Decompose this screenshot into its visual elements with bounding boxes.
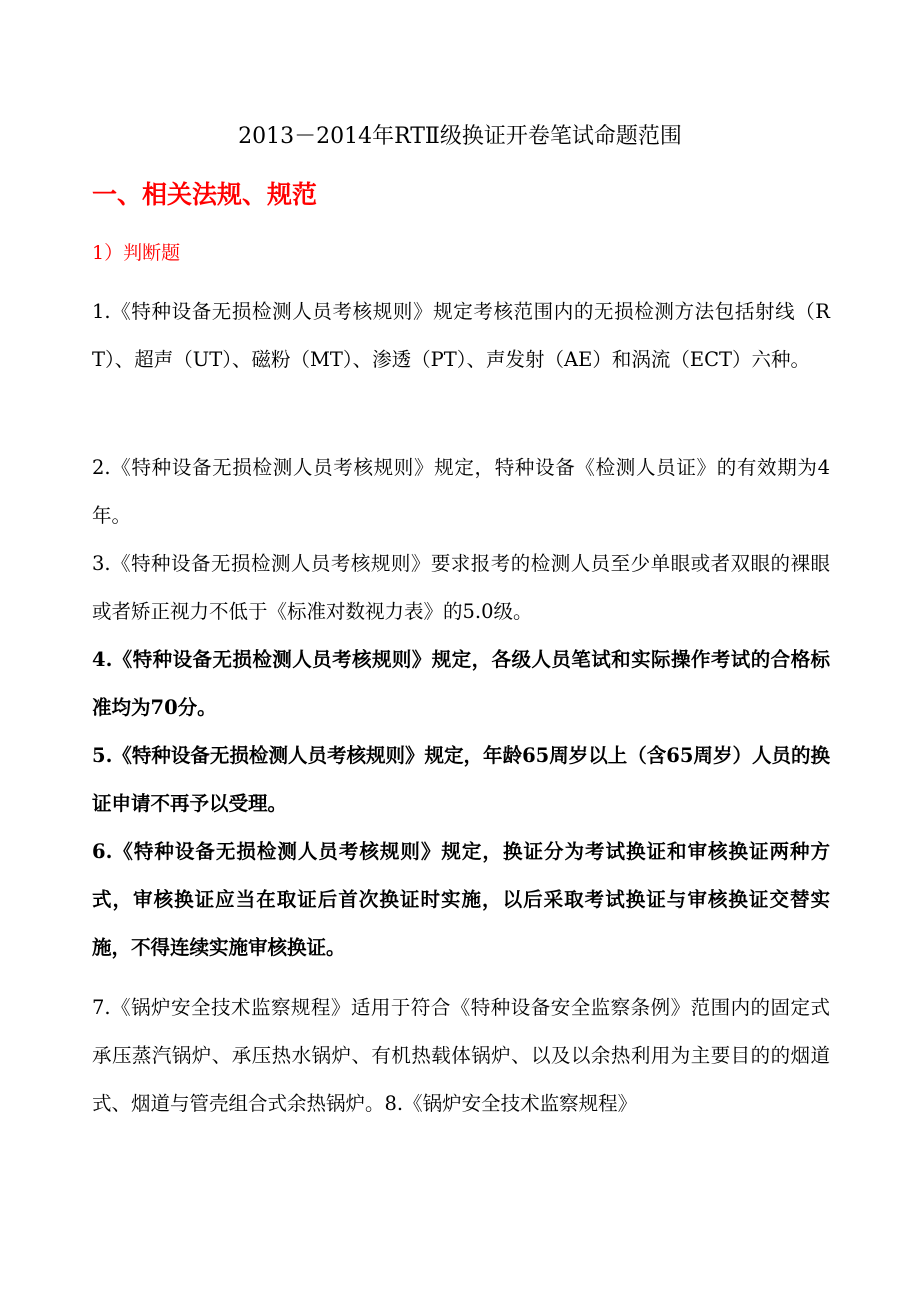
item-2: 2.《特种设备无损检测人员考核规则》规定，特种设备《检测人员证》的有效期为4年。 bbox=[92, 456, 830, 527]
item-4: 4.《特种设备无损检测人员考核规则》规定，各级人员笔试和实际操作考试的合格标准均为70分。 bbox=[92, 648, 830, 719]
section-heading: 一、相关法规、规范 bbox=[92, 180, 318, 209]
item-3: 3.《特种设备无损检测人员考核规则》要求报考的检测人员至少单眼或者双眼的裸眼或者矫正视力不低于《标准对数视力表》的5.0级。 bbox=[92, 552, 830, 623]
document-title: 2013－2014年RTⅡ级换证开卷笔试命题范围 bbox=[238, 124, 682, 149]
item-1: 1.《特种设备无损检测人员考核规则》规定考核范围内的无损检测方法包括射线（RT）、超声（UT）、磁粉（MT）、渗透（PT）、声发射（AE）和涡流（ECT）六种。 bbox=[92, 300, 830, 371]
item-7: 7.《锅炉安全技术监察规程》适用于符合《特种设备安全监察条例》范围内的固定式承压蒸汽锅炉、承压热水锅炉、有机热载体锅炉、以及以余热利用为主要目的的烟道式、烟道与管壳组合式余热锅炉。8.《锅炉安全技术监察规程》 bbox=[92, 996, 830, 1115]
item-6: 6.《特种设备无损检测人员考核规则》规定，换证分为考试换证和审核换证两种方式，审核换证应当在取证后首次换证时实施，以后采取考试换证与审核换证交替实施，不得连续实施审核换证。 bbox=[92, 840, 830, 959]
item-5: 5.《特种设备无损检测人员考核规则》规定，年龄65周岁以上（含65周岁）人员的换证申请不再予以受理。 bbox=[92, 744, 830, 815]
sub-heading: 1）判断题 bbox=[92, 242, 181, 264]
